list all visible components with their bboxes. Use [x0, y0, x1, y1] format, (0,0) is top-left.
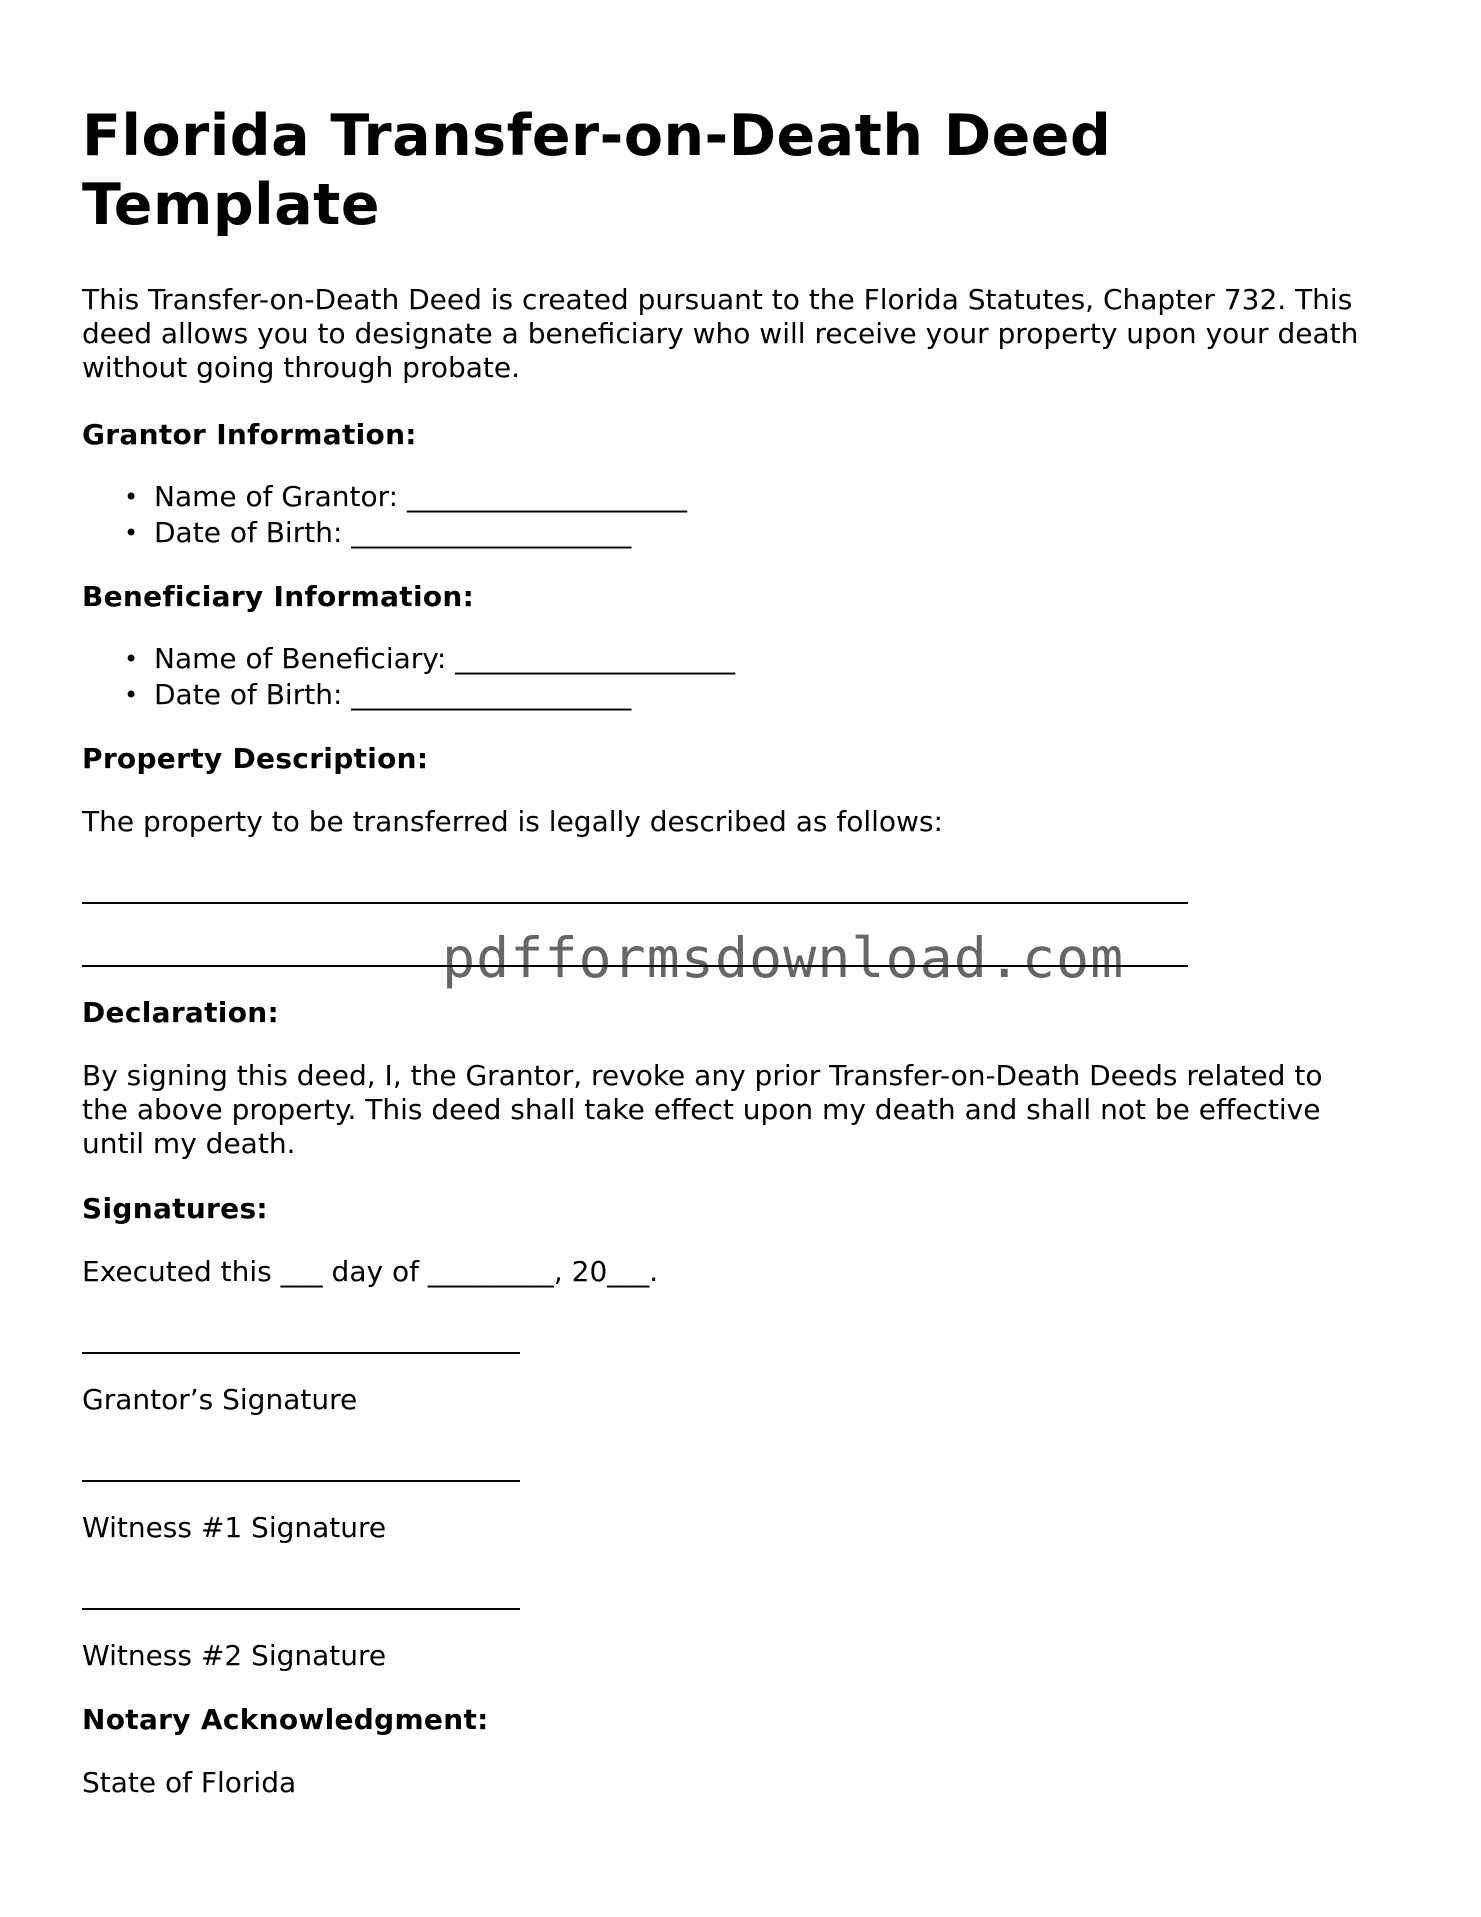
- property-heading: Property Description:: [82, 742, 429, 775]
- beneficiary-heading: Beneficiary Information:: [82, 580, 475, 613]
- witness2-signature-line: [82, 1608, 520, 1610]
- intro-line-2: deed allows you to designate a beneficiary who will receive your property upon your death: [82, 317, 1359, 350]
- property-description-line-1: [82, 902, 1188, 904]
- document-title: Florida Transfer-on-Death Deed Template: [82, 103, 1112, 238]
- beneficiary-dob-item: [82, 677, 735, 713]
- beneficiary-name-text: Name of Beneficiary: ____________________: [154, 642, 736, 675]
- notary-state: State of Florida: [82, 1766, 297, 1799]
- witness1-signature-label: Witness #1 Signature: [82, 1511, 387, 1544]
- grantor-heading: Grantor Information:: [82, 418, 417, 451]
- beneficiary-dob-text: Date of Birth: ____________________: [154, 678, 632, 711]
- property-text: The property to be transferred is legally described as follows:: [82, 805, 943, 838]
- grantor-dob-text: Date of Birth: ____________________: [154, 516, 632, 549]
- bullet-icon: •: [124, 483, 139, 511]
- bullet-icon: •: [124, 681, 139, 709]
- bullet-icon: •: [124, 645, 139, 673]
- signatures-heading: Signatures:: [82, 1192, 268, 1225]
- intro-line-1: This Transfer-on-Death Deed is created pursuant to the Florida Statutes, Chapter 732. This: [82, 283, 1353, 316]
- grantor-signature-label: Grantor’s Signature: [82, 1383, 358, 1416]
- declaration-heading: Declaration:: [82, 996, 279, 1029]
- beneficiary-list: [82, 641, 735, 713]
- witness1-signature-line: [82, 1480, 520, 1482]
- notary-heading: Notary Acknowledgment:: [82, 1703, 489, 1736]
- watermark: pdfformsdownload.com: [442, 926, 1125, 990]
- property-description-line-2: [82, 965, 1188, 967]
- declaration-line-2: the above property. This deed shall take effect upon my death and shall not be effective: [82, 1093, 1321, 1126]
- witness2-signature-label: Witness #2 Signature: [82, 1639, 387, 1672]
- grantor-signature-line: [82, 1352, 520, 1354]
- grantor-list: [82, 479, 687, 551]
- bullet-icon: •: [124, 519, 139, 547]
- grantor-name-item: [82, 479, 687, 515]
- beneficiary-name-item: [82, 641, 735, 677]
- intro-line-3: without going through probate.: [82, 351, 521, 384]
- grantor-name-text: Name of Grantor: ____________________: [154, 480, 687, 513]
- executed-line: Executed this ___ day of _________, 20___.: [82, 1255, 659, 1288]
- grantor-dob-item: [82, 515, 687, 551]
- declaration-line-3: until my death.: [82, 1127, 296, 1160]
- declaration-line-1: By signing this deed, I, the Grantor, revoke any prior Transfer-on-Death Deeds related to: [82, 1059, 1323, 1092]
